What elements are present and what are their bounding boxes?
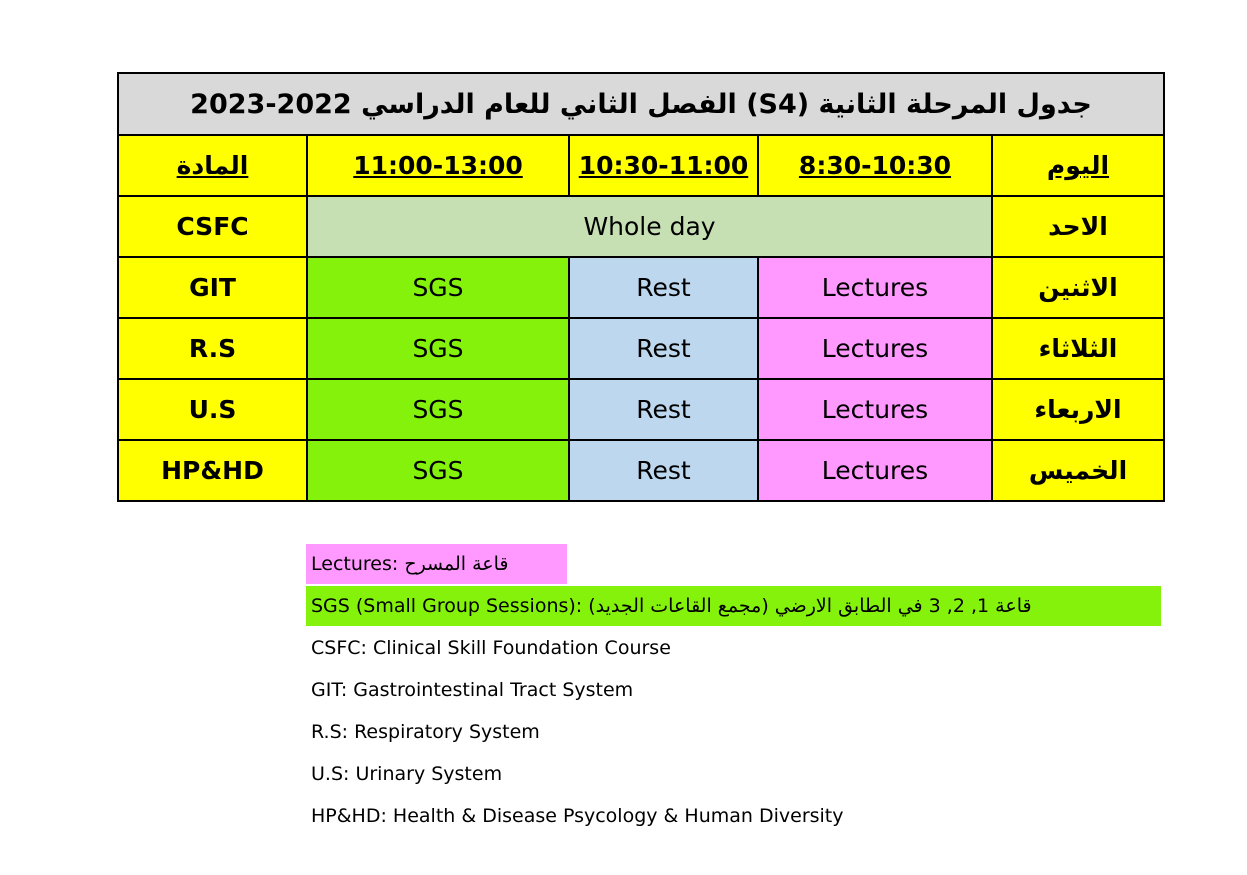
header-day: اليوم [992,135,1164,196]
legend-csfc: CSFC: Clinical Skill Foundation Course [311,637,671,659]
subject-cell: CSFC [118,196,307,257]
subject-cell: HP&HD [118,440,307,501]
whole-day-cell: Whole day [307,196,992,257]
legend-us: U.S: Urinary System [311,763,503,785]
lectures-cell: Lectures [758,379,992,440]
rest-cell: Rest [569,257,758,318]
header-slot-11-13: 11:00-13:00 [307,135,569,196]
table-row [118,379,1164,440]
rest-cell: Rest [569,379,758,440]
day-cell: الاربعاء [992,379,1164,440]
schedule-title: جدول المرحلة الثانية (S4) الفصل الثاني للعام الدراسي 2022-2023 [118,73,1164,135]
table-row [118,196,1164,257]
legend-sgs: SGS (Small Group Sessions): قاعة 1, 2, 3 في الطابق الارضي (مجمع القاعات الجديد) [306,586,1161,626]
header-row [118,135,1164,196]
legend-git: GIT: Gastrointestinal Tract System [311,679,634,701]
sgs-cell: SGS [307,440,569,501]
sgs-cell: SGS [307,318,569,379]
day-cell: الاثنين [992,257,1164,318]
header-subject: المادة [118,135,307,196]
table-row [118,318,1164,379]
rest-cell: Rest [569,440,758,501]
legend-hphd: HP&HD: Health & Disease Psycology & Human Diversity [311,805,844,827]
lectures-cell: Lectures [758,318,992,379]
day-cell: الخميس [992,440,1164,501]
legend-rs: R.S: Respiratory System [311,721,540,743]
table-row [118,257,1164,318]
subject-cell: R.S [118,318,307,379]
table-row [118,440,1164,501]
legend-lectures: Lectures: قاعة المسرح [306,544,567,584]
subject-cell: GIT [118,257,307,318]
schedule-table [117,72,1165,502]
subject-cell: U.S [118,379,307,440]
lectures-cell: Lectures [758,257,992,318]
day-cell: الثلاثاء [992,318,1164,379]
title-row [118,73,1164,135]
header-slot-1030-11: 10:30-11:00 [569,135,758,196]
day-cell: الاحد [992,196,1164,257]
lectures-cell: Lectures [758,440,992,501]
sgs-cell: SGS [307,257,569,318]
rest-cell: Rest [569,318,758,379]
sgs-cell: SGS [307,379,569,440]
header-slot-830-1030: 8:30-10:30 [758,135,992,196]
